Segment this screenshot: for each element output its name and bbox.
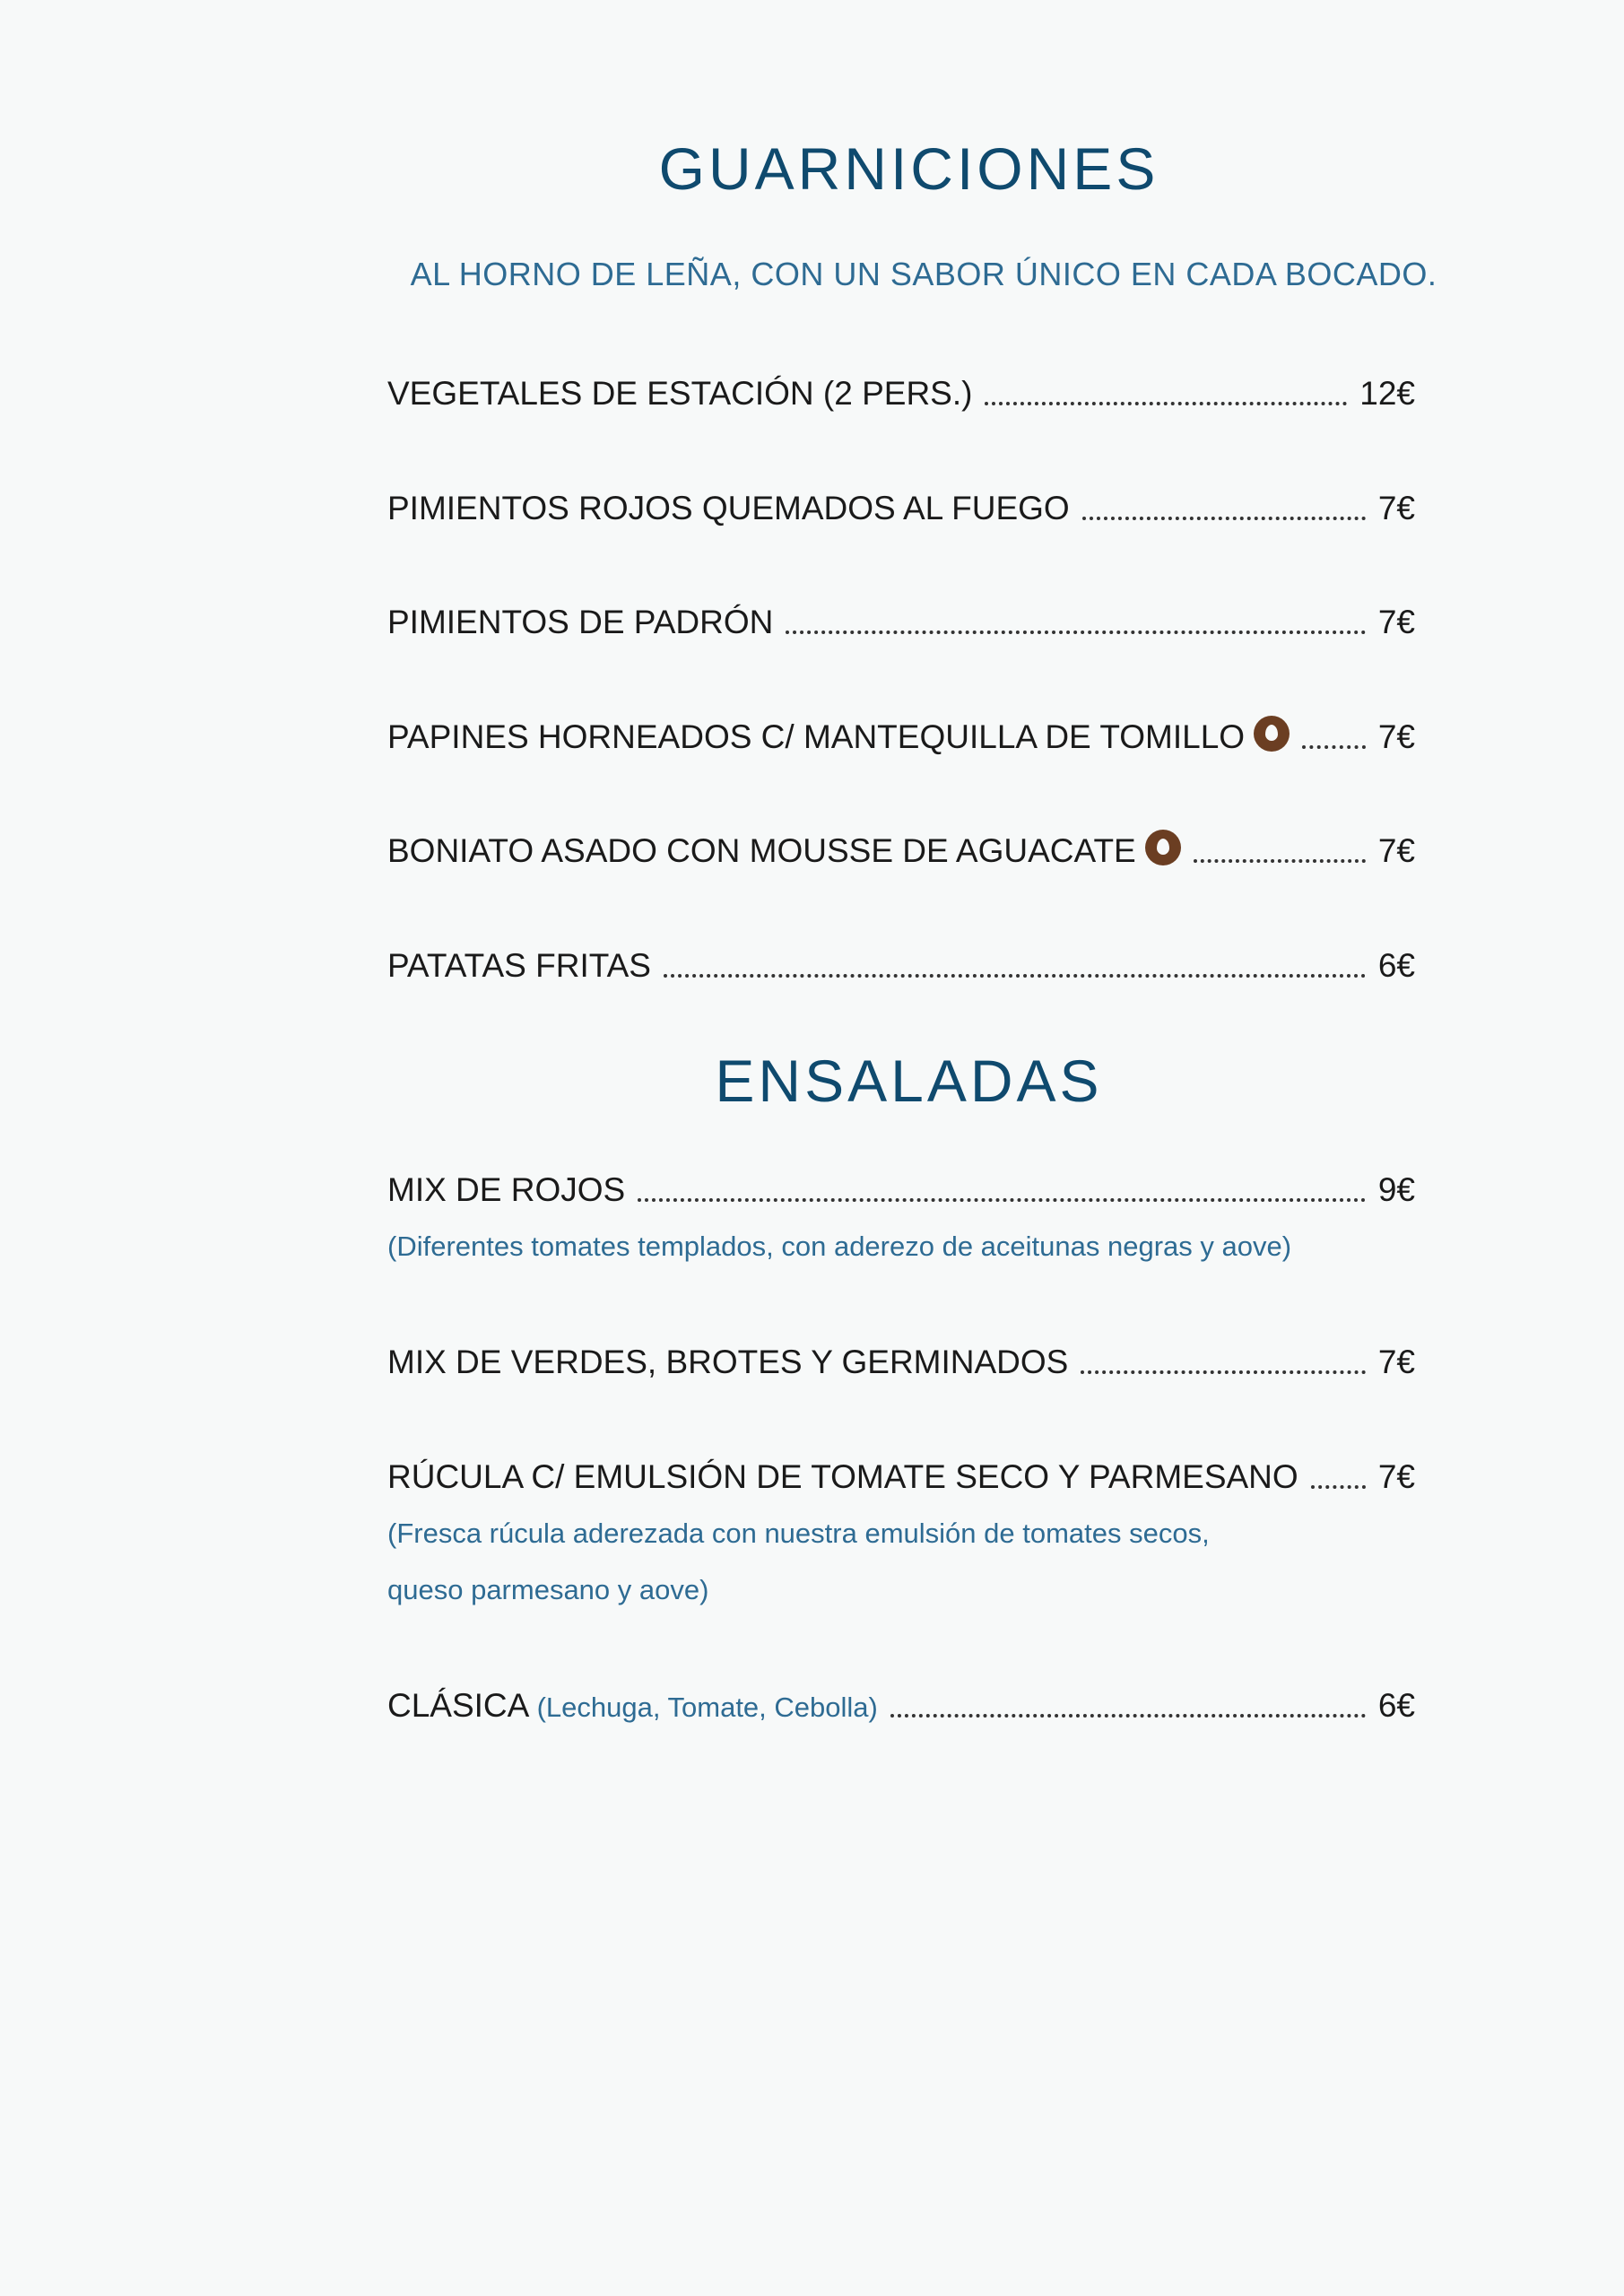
- menu-item: [387, 1164, 1415, 1209]
- item-name: RÚCULA C/ EMULSIÓN DE TOMATE SECO Y PARMESANO: [387, 1458, 1298, 1495]
- item-price: 12€: [1359, 375, 1415, 412]
- item-price: 6€: [1377, 947, 1415, 984]
- dot-leader: [985, 402, 1347, 405]
- dot-leader: [786, 631, 1365, 634]
- item-name: PIMIENTOS ROJOS QUEMADOS AL FUEGO: [387, 490, 1070, 526]
- dot-leader: [1082, 517, 1366, 520]
- item-price: 9€: [1377, 1171, 1415, 1208]
- item-price: 7€: [1377, 718, 1415, 755]
- item-name: PAPINES HORNEADOS C/ MANTEQUILLA DE TOMILLO: [387, 716, 1290, 756]
- dot-leader: [638, 1198, 1366, 1202]
- dot-leader: [1081, 1370, 1365, 1374]
- menu-item: [387, 1336, 1415, 1381]
- section-subtitle: AL HORNO DE LEÑA, CON UN SABOR ÚNICO EN CADA BOCADO.: [410, 256, 1437, 292]
- item-price: 6€: [1377, 1687, 1415, 1724]
- section-title-ensaladas: ENSALADAS: [715, 1048, 1103, 1114]
- item-description: (Fresca rúcula aderezada con nuestra emulsión de tomates secos,: [387, 1518, 1210, 1549]
- olive-oil-icon: [1145, 830, 1181, 865]
- menu-item: [387, 711, 1415, 756]
- item-description: queso parmesano y aove): [387, 1574, 709, 1605]
- menu-item: [387, 940, 1415, 985]
- item-name: BONIATO ASADO CON MOUSSE DE AGUACATE: [387, 830, 1181, 870]
- item-description: (Diferentes tomates templados, con aderezo de aceitunas negras y aove): [387, 1231, 1292, 1262]
- menu-item: [387, 1451, 1415, 1496]
- item-price: 7€: [1377, 1458, 1415, 1495]
- dot-leader: [664, 974, 1366, 978]
- item-name: PIMIENTOS DE PADRÓN: [387, 604, 774, 640]
- item-price: 7€: [1377, 490, 1415, 526]
- item-price: 7€: [1377, 832, 1415, 869]
- menu-item: [387, 825, 1415, 870]
- menu-item: [387, 1680, 1415, 1725]
- item-price: 7€: [1377, 604, 1415, 640]
- dot-leader: [1302, 745, 1366, 749]
- olive-oil-icon: [1254, 716, 1290, 752]
- item-name: VEGETALES DE ESTACIÓN (2 PERS.): [387, 375, 973, 412]
- section-title-guarniciones: GUARNICIONES: [658, 135, 1159, 202]
- item-name: CLÁSICA (Lechuga, Tomate, Cebolla): [387, 1687, 878, 1724]
- menu-item: [387, 483, 1415, 527]
- item-name: MIX DE ROJOS: [387, 1171, 626, 1208]
- menu-item: [387, 596, 1415, 641]
- item-note: (Lechuga, Tomate, Cebolla): [536, 1692, 878, 1723]
- item-name: PATATAS FRITAS: [387, 947, 651, 984]
- dot-leader: [1311, 1485, 1366, 1489]
- menu-item: [387, 368, 1415, 413]
- item-price: 7€: [1377, 1344, 1415, 1380]
- item-name: MIX DE VERDES, BROTES Y GERMINADOS: [387, 1344, 1069, 1380]
- dot-leader: [1194, 859, 1366, 863]
- dot-leader: [890, 1714, 1366, 1718]
